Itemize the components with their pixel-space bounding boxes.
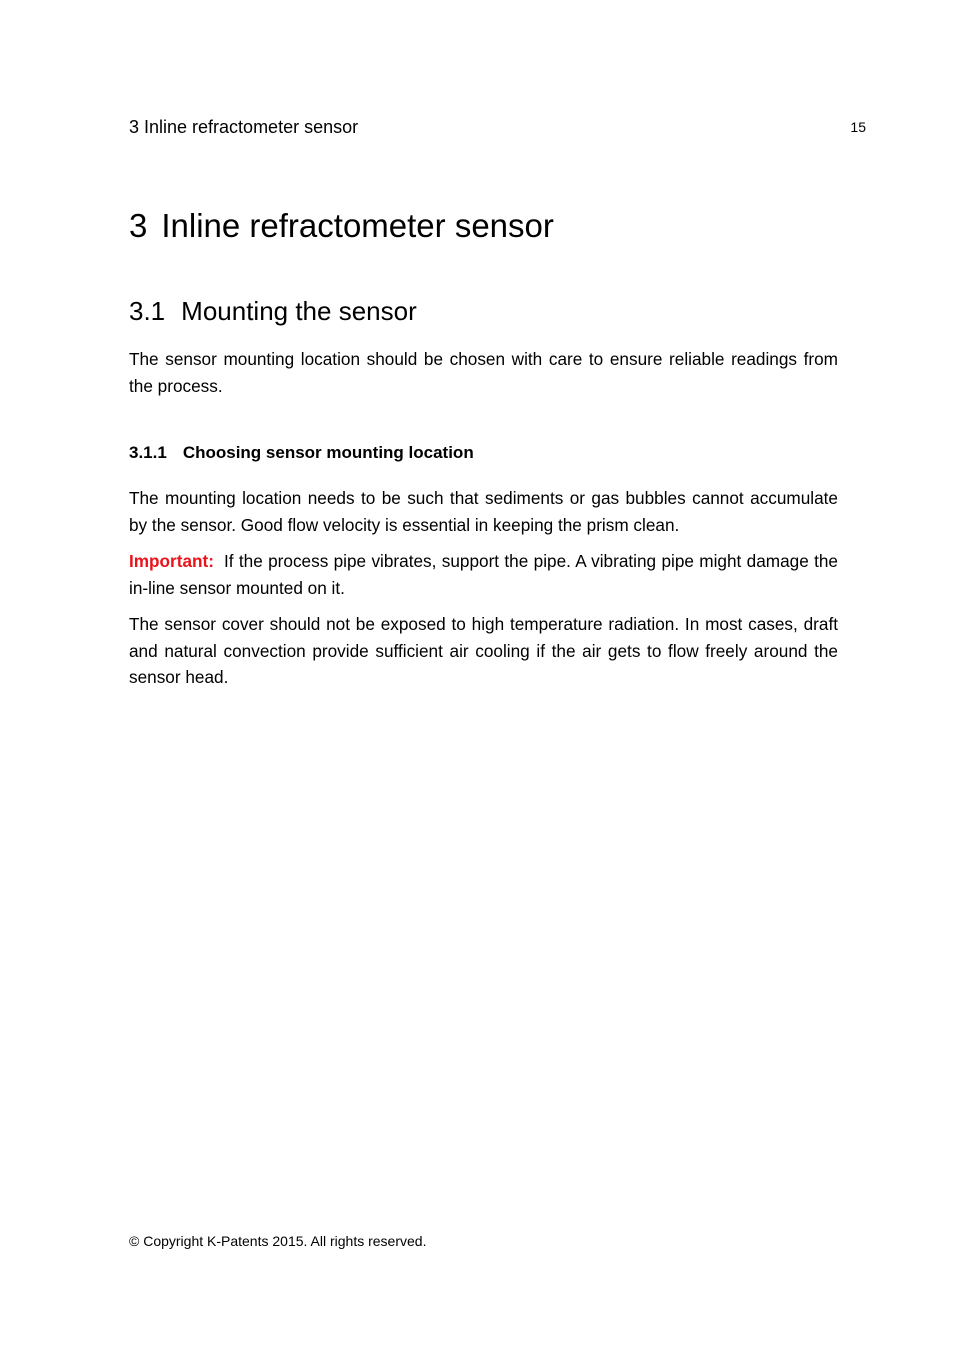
- section-intro-paragraph: The sensor mounting location should be chosen with care to ensure reliable readings from the process.: [129, 349, 838, 396]
- running-header: [129, 116, 866, 138]
- subsection-number: 3.1.1: [129, 443, 167, 462]
- section-number: 3.1: [129, 296, 166, 326]
- important-label: Important:: [129, 551, 214, 571]
- section-title: Mounting the sensor: [181, 296, 417, 326]
- sensor-cover-paragraph: The sensor cover should not be exposed to high temperature radiation. In most cases, draft and natural convection provide sufficient air cooling if the air gets to flow freely around the sensor head.: [129, 614, 838, 688]
- copyright-footer: © Copyright K-Patents 2015. All rights reserved.: [129, 1233, 427, 1249]
- important-note-paragraph: [129, 548, 838, 601]
- subsection-title: Choosing sensor mounting location: [182, 443, 474, 462]
- subsection-heading: [129, 441, 474, 465]
- page-number: 15: [850, 119, 866, 135]
- chapter-number: 3: [129, 207, 148, 244]
- running-header-title: 3 Inline refractometer sensor: [129, 117, 359, 137]
- important-note-text: If the process pipe vibrates, support the pipe. A vibrating pipe might damage the in-line sensor mounted on it.: [129, 551, 838, 598]
- section-heading: [129, 294, 417, 328]
- chapter-title: Inline refractometer sensor: [161, 207, 554, 244]
- chapter-heading: [129, 205, 554, 247]
- mounting-location-paragraph: The mounting location needs to be such that sediments or gas bubbles cannot accumulate by the sensor. Good flow velocity is essential in keeping the prism clean.: [129, 488, 838, 535]
